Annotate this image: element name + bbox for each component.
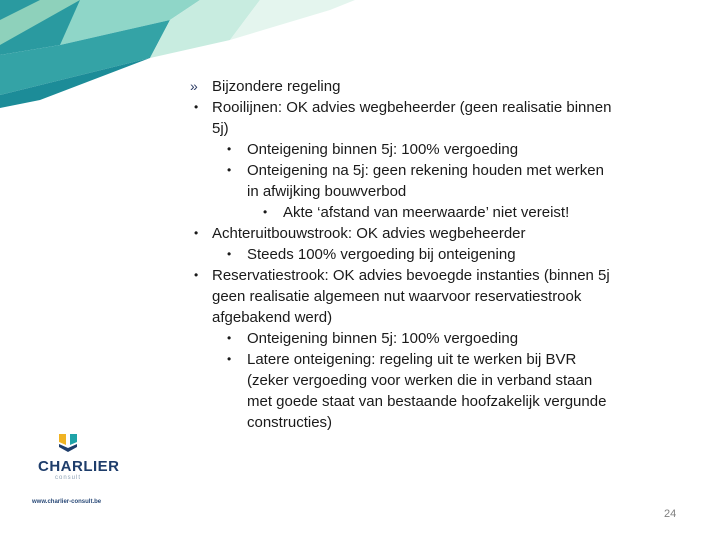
bullet-icon: •	[227, 352, 232, 366]
list-item-text: met goede staat van bestaande hoofzakelijk vergunde	[247, 393, 607, 410]
bullet-icon: •	[227, 331, 232, 345]
list-item	[190, 328, 690, 349]
bullet-icon: •	[194, 100, 199, 114]
list-item-text: Onteigening binnen 5j: 100% vergoeding	[247, 330, 519, 347]
heading-bullet: »	[190, 78, 198, 94]
list-item-text: in afwijking bouwverbod	[247, 183, 407, 200]
website-link[interactable]: www.charlier-consult.be	[32, 499, 102, 505]
list-item	[190, 349, 690, 370]
list-item	[190, 307, 690, 328]
list-item	[190, 391, 690, 412]
list-item-text: Reservatiestrook: OK advies bevoegde instanties (binnen 5j	[212, 267, 610, 284]
list-item	[190, 97, 690, 118]
list-item	[190, 412, 690, 433]
list-item-text: Achteruitbouwstrook: OK advies wegbeheerder	[212, 225, 526, 242]
list-item-text: (zeker vergoeding voor werken die in verband staan	[247, 372, 593, 389]
logo-name: CHARLIER	[38, 458, 120, 475]
bullet-icon: •	[263, 205, 268, 219]
list-item	[190, 139, 690, 160]
page-number: 24	[664, 508, 677, 520]
list-item	[190, 286, 690, 307]
list-item-text: Steeds 100% vergoeding bij onteigening	[247, 246, 516, 263]
list-item-text: Onteigening binnen 5j: 100% vergoeding	[247, 141, 519, 158]
list-item-text: Akte ‘afstand van meerwaarde’ niet vereist!	[283, 204, 570, 221]
list-item	[190, 118, 690, 139]
list-item-text: Onteigening na 5j: geen rekening houden met werken	[247, 162, 604, 179]
bullet-icon: •	[194, 226, 199, 240]
list-item-text: afgebakend werd)	[212, 309, 333, 326]
list-item	[190, 202, 690, 223]
list-item	[190, 265, 690, 286]
shield-logo-icon	[57, 432, 79, 454]
bullet-icon: •	[227, 247, 232, 261]
list-item	[190, 160, 690, 181]
list-item	[190, 370, 690, 391]
bullet-icon: •	[227, 142, 232, 156]
bullet-icon: •	[194, 268, 199, 282]
list-item	[190, 244, 690, 265]
list-item-text: 5j)	[212, 120, 229, 137]
list-item-text: constructies)	[247, 414, 333, 431]
list-item-text: Latere onteigening: regeling uit te werken bij BVR	[247, 351, 577, 368]
list-item-text: geen realisatie algemeen nut waarvoor reservatiestrook	[212, 288, 582, 305]
list-item	[190, 223, 690, 244]
slide-heading: » Bijzondere regeling	[190, 78, 341, 95]
list-item	[190, 181, 690, 202]
bullet-list	[190, 97, 690, 433]
logo-sub: consult	[54, 475, 81, 481]
slide-content	[190, 76, 690, 433]
charlier-logo	[38, 432, 120, 481]
list-item-text: Rooilijnen: OK advies wegbeheerder (geen realisatie binnen	[212, 99, 612, 116]
bullet-icon: •	[227, 163, 232, 177]
